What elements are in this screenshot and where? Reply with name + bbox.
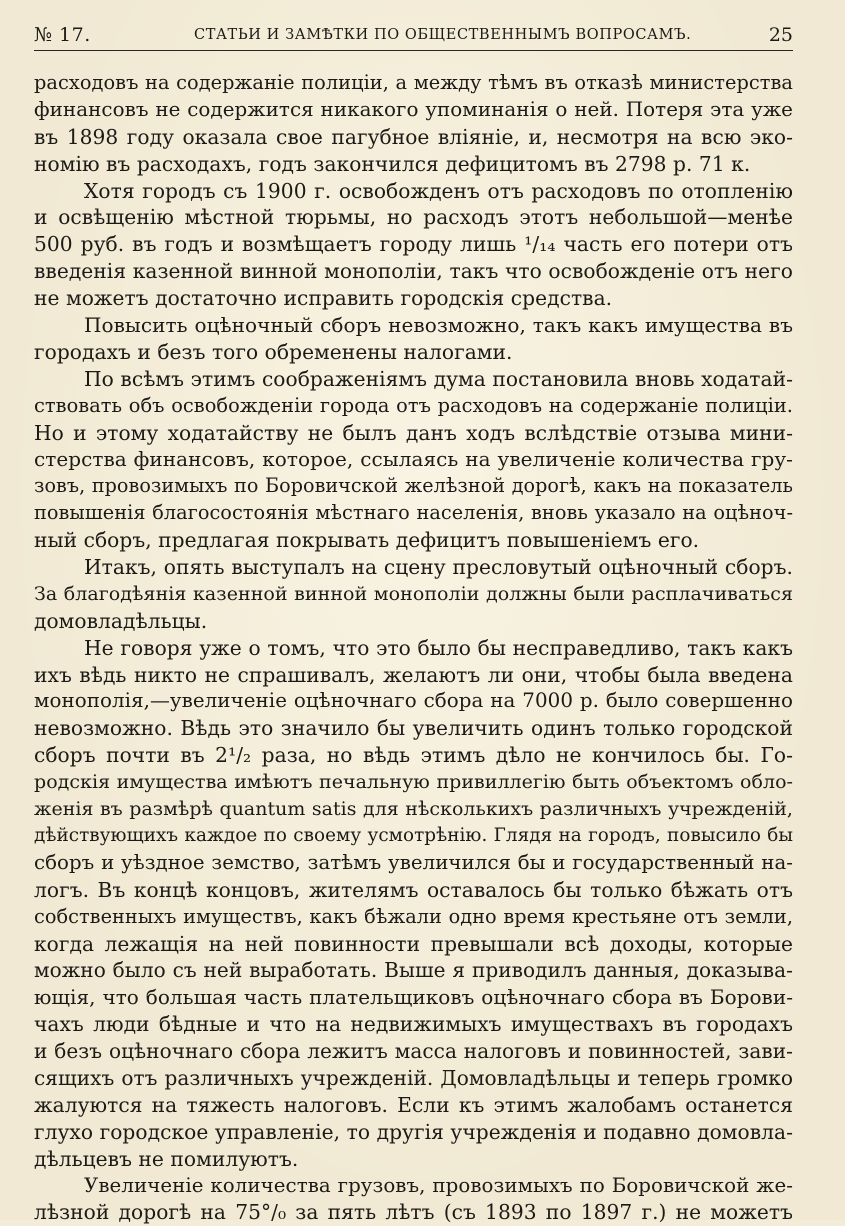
page-number: 25 [768, 24, 793, 46]
text-line: Увеличеніе количества грузовъ, провозимыхъ по Боровичской же- [84, 1173, 793, 1197]
text-line: Но и этому ходатайству не былъ данъ ходъ вслѣдствіе отзыва мини- [34, 420, 793, 445]
text-line: Не говоря уже о томъ, что это было бы несправедливо, такъ какъ [84, 635, 793, 660]
text-line: женія въ размѣрѣ quantum satis для нѣсколькихъ различныхъ учрежденій, [34, 798, 793, 821]
text-line: За благодѣянія казенной винной монополіи должны были расплачиваться [34, 582, 793, 605]
text-line: зовъ, провозимыхъ по Боровичской желѣзной дорогѣ, какъ на показатель [34, 474, 793, 498]
section-title: СТАТЬИ И ЗАМѢТКИ ПО ОБЩЕСТВЕННЫМЪ ВОПРОСАМЪ. [194, 27, 692, 43]
text-line: собственныхъ имуществъ, какъ бѣжали одно время крестьяне отъ земли, [34, 904, 793, 928]
text-line: 500 руб. въ годъ и возмѣщаетъ городу лишь ¹/₁₄ часть его потери отъ [34, 232, 793, 257]
text-line: монополія,—увеличеніе оцѣночнаго сбора на 7000 р. было совершенно [34, 689, 793, 713]
text-line: Хотя городъ съ 1900 г. освобожденъ отъ расходовъ по отопленію [84, 178, 793, 203]
text-line: можно было съ ней выработать. Выше я приводилъ данныя, доказыва- [34, 958, 793, 983]
text-line: Повысить оцѣночный сборъ невозможно, такъ какъ имущества въ [84, 313, 793, 338]
text-line: финансовъ не содержится никакого упоминанія о ней. Потеря эта уже [34, 97, 793, 121]
body-text [34, 70, 793, 1226]
text-line: ихъ вѣдь никто не спрашивалъ, желаютъ ли они, чтобы была введена [34, 662, 793, 687]
text-line: номію въ расходахъ, годъ закончился дефицитомъ въ 2798 р. 71 к. [34, 151, 751, 176]
text-line: когда лежащія на ней повинности превышали всѣ доходы, которые [34, 931, 793, 956]
text-line: ющія, что большая часть плательщиковъ оцѣночнаго сбора въ Борови- [34, 985, 793, 1010]
text-line: дѣльцевъ не помилуютъ. [34, 1146, 299, 1171]
text-line: введенія казенной винной монополіи, такъ что освобожденіе отъ него [34, 259, 793, 284]
text-line: въ 1898 году оказала свое пагубное вліяніе, и, несмотря на всю эко- [34, 124, 793, 149]
text-line: расходовъ на содержаніе полиціи, а между тѣмъ въ отказѣ министерства [34, 71, 793, 94]
text-line: чахъ люди бѣдные и что на недвижимыхъ имуществахъ въ городахъ [34, 1012, 793, 1037]
text-line: логъ. Въ концѣ концовъ, жителямъ оставалось бы только бѣжать отъ [34, 877, 793, 902]
header-rule [34, 50, 793, 51]
text-line: домовладѣльцы. [34, 608, 208, 633]
text-line: сборъ почти въ 2¹/₂ раза, но вѣдь этимъ дѣло не кончилось бы. Го- [34, 743, 793, 768]
text-line: стерства финансовъ, которое, ссылаясь на увеличеніе количества гру- [34, 447, 793, 472]
text-line: ный сборъ, предлагая покрывать дефицитъ повышеніемъ его. [34, 528, 700, 553]
text-line: глухо городское управленіе, то другія учрежденія и подавно домовла- [34, 1119, 793, 1144]
text-line: не можетъ достаточно исправить городскія средства. [34, 286, 613, 311]
text-line: ствовать объ освобожденіи города отъ расходовъ на содержаніе полиціи. [34, 393, 793, 417]
text-line: Итакъ, опять выступалъ на сцену пресловутый оцѣночный сборъ. [84, 555, 793, 580]
text-line: жалуются на тяжесть налоговъ. Если къ этимъ жалобамъ останется [34, 1092, 793, 1117]
text-line: городахъ и безъ того обременены налогами. [34, 339, 513, 364]
text-line: повышенія благосостоянія мѣстнаго населенія, вновь указало на оцѣноч- [34, 501, 793, 525]
text-line: и освѣщенію мѣстной тюрьмы, но расходъ этотъ небольшой—менѣе [34, 205, 793, 230]
text-line: невозможно. Вѣдь это значило бы увеличить одинъ только городской [34, 716, 793, 741]
text-line: По всѣмъ этимъ соображеніямъ дума постановила вновь ходатай- [84, 366, 793, 391]
issue-number: № 17. [34, 24, 91, 46]
text-line: и безъ оцѣночнаго сбора лежитъ масса налоговъ и повинностей, зави- [34, 1039, 793, 1064]
running-header [34, 22, 793, 52]
text-line: лѣзной дорогѣ на 75°/₀ за пять лѣтъ (съ 1893 по 1897 г.) не можетъ [34, 1200, 793, 1225]
text-line: сборъ и уѣздное земство, затѣмъ увеличился бы и государственный на- [34, 850, 793, 874]
text-line: сящихъ отъ различныхъ учрежденій. Домовладѣльцы и теперь громко [34, 1065, 793, 1090]
text-line: родскія имущества имѣютъ печальную привиллегію быть объектомъ обло- [34, 771, 793, 794]
text-line: дѣйствующихъ каждое по своему усмотрѣнію. Глядя на городъ, повысило бы [34, 824, 793, 846]
